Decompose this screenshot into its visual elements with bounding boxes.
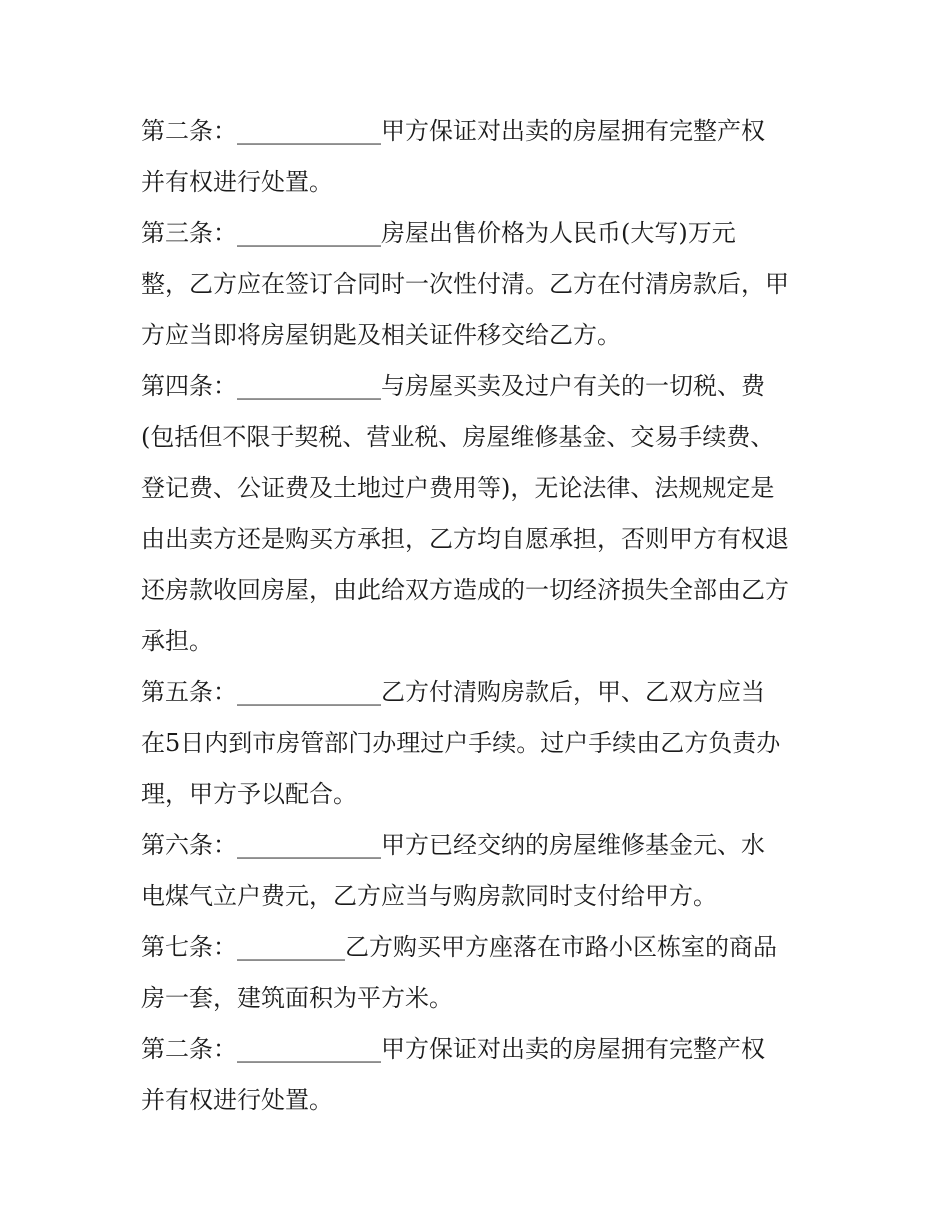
text-line: 第二条：____________甲方保证对出卖的房屋拥有完整产权 xyxy=(141,1035,765,1063)
text-line: 方应当即将房屋钥匙及相关证件移交给乙方。 xyxy=(141,321,621,349)
text-line: 电煤气立户费元，乙方应当与购房款同时支付给甲方。 xyxy=(141,882,717,910)
text-line: 承担。 xyxy=(141,627,213,655)
text-line: 理，甲方予以配合。 xyxy=(141,780,357,808)
text-line: 房一套，建筑面积为平方米。 xyxy=(141,984,453,1012)
text-line: (包括但不限于契税、营业税、房屋维修基金、交易手续费、 xyxy=(141,423,775,451)
text-line: 登记费、公证费及土地过户费用等)，无论法律、法规规定是 xyxy=(141,474,775,502)
text-line: 还房款收回房屋，由此给双方造成的一切经济损失全部由乙方 xyxy=(141,576,789,604)
text-line: 第七条：_________乙方购买甲方座落在市路小区栋室的商品 xyxy=(141,933,777,961)
text-line: 第四条：____________与房屋买卖及过户有关的一切税、费 xyxy=(141,372,765,400)
text-line: 第六条：____________甲方已经交纳的房屋维修基金元、水 xyxy=(141,831,765,859)
text-line: 在5日内到市房管部门办理过户手续。过户手续由乙方负责办 xyxy=(141,729,781,757)
text-line: 第二条：____________甲方保证对出卖的房屋拥有完整产权 xyxy=(141,117,765,145)
text-line: 由出卖方还是购买方承担，乙方均自愿承担，否则甲方有权退 xyxy=(141,525,789,553)
text-line: 并有权进行处置。 xyxy=(141,168,333,196)
text-line: 并有权进行处置。 xyxy=(141,1086,333,1114)
contract-text xyxy=(141,106,821,1126)
text-line: 第三条：____________房屋出售价格为人民币(大写)万元 xyxy=(141,219,736,247)
text-line: 第五条：____________乙方付清购房款后，甲、乙双方应当 xyxy=(141,678,765,706)
text-line: 整，乙方应在签订合同时一次性付清。乙方在付清房款后，甲 xyxy=(141,270,789,298)
